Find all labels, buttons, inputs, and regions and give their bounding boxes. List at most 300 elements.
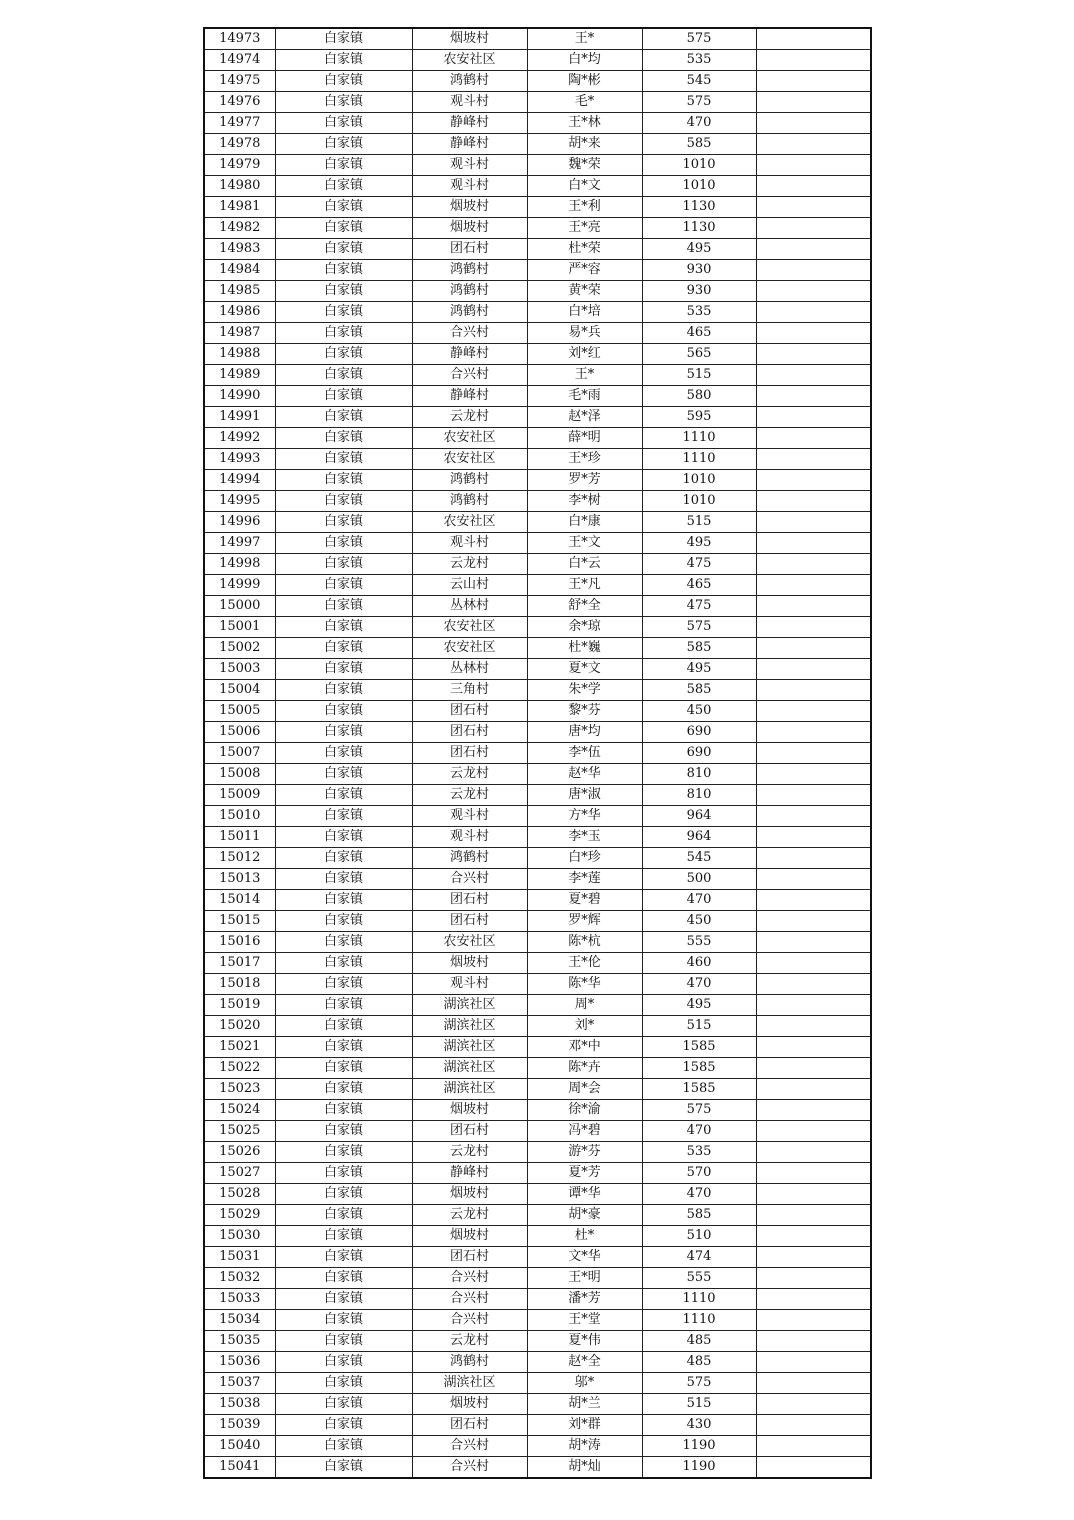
name-cell: 李*玉 [527, 827, 642, 848]
village-cell: 观斗村 [412, 974, 527, 995]
name-cell: 潘*芳 [527, 1289, 642, 1310]
village-cell: 静峰村 [412, 386, 527, 407]
village-cell: 静峰村 [412, 1163, 527, 1184]
serial-number-cell: 15036 [204, 1352, 275, 1373]
table-row [204, 575, 871, 596]
name-cell: 谭*华 [527, 1184, 642, 1205]
name-cell: 李*伍 [527, 743, 642, 764]
amount-cell: 575 [642, 92, 756, 113]
note-cell [756, 995, 871, 1016]
serial-number-cell: 14995 [204, 491, 275, 512]
table-row [204, 1247, 871, 1268]
note-cell [756, 470, 871, 491]
village-cell: 湖滨社区 [412, 1037, 527, 1058]
village-cell: 丛林村 [412, 659, 527, 680]
village-cell: 团石村 [412, 722, 527, 743]
table-row [204, 785, 871, 806]
serial-number-cell: 15012 [204, 848, 275, 869]
amount-cell: 475 [642, 596, 756, 617]
amount-cell: 1190 [642, 1436, 756, 1457]
serial-number-cell: 15023 [204, 1079, 275, 1100]
town-cell: 白家镇 [275, 1016, 412, 1037]
serial-number-cell: 14991 [204, 407, 275, 428]
amount-cell: 810 [642, 785, 756, 806]
note-cell [756, 239, 871, 260]
note-cell [756, 1079, 871, 1100]
name-cell: 王* [527, 28, 642, 50]
name-cell: 朱*学 [527, 680, 642, 701]
town-cell: 白家镇 [275, 302, 412, 323]
note-cell [756, 575, 871, 596]
amount-cell: 595 [642, 407, 756, 428]
town-cell: 白家镇 [275, 1436, 412, 1457]
serial-number-cell: 15002 [204, 638, 275, 659]
village-cell: 鸿鹤村 [412, 281, 527, 302]
table-row [204, 638, 871, 659]
amount-cell: 585 [642, 1205, 756, 1226]
name-cell: 王* [527, 365, 642, 386]
village-cell: 合兴村 [412, 869, 527, 890]
name-cell: 胡*兰 [527, 1394, 642, 1415]
table-row [204, 470, 871, 491]
town-cell: 白家镇 [275, 197, 412, 218]
serial-number-cell: 15029 [204, 1205, 275, 1226]
amount-cell: 450 [642, 911, 756, 932]
town-cell: 白家镇 [275, 974, 412, 995]
table-row [204, 848, 871, 869]
town-cell: 白家镇 [275, 365, 412, 386]
note-cell [756, 785, 871, 806]
amount-cell: 515 [642, 512, 756, 533]
serial-number-cell: 14989 [204, 365, 275, 386]
town-cell: 白家镇 [275, 239, 412, 260]
amount-cell: 555 [642, 932, 756, 953]
town-cell: 白家镇 [275, 386, 412, 407]
amount-cell: 485 [642, 1331, 756, 1352]
note-cell [756, 638, 871, 659]
name-cell: 王*堂 [527, 1310, 642, 1331]
table-row [204, 344, 871, 365]
name-cell: 白*珍 [527, 848, 642, 869]
name-cell: 白*培 [527, 302, 642, 323]
amount-cell: 470 [642, 1184, 756, 1205]
town-cell: 白家镇 [275, 218, 412, 239]
amount-cell: 1110 [642, 1289, 756, 1310]
serial-number-cell: 15007 [204, 743, 275, 764]
amount-cell: 1130 [642, 197, 756, 218]
town-cell: 白家镇 [275, 1415, 412, 1436]
village-cell: 丛林村 [412, 596, 527, 617]
serial-number-cell: 14999 [204, 575, 275, 596]
note-cell [756, 1373, 871, 1394]
note-cell [756, 28, 871, 50]
note-cell [756, 218, 871, 239]
town-cell: 白家镇 [275, 281, 412, 302]
name-cell: 杜*巍 [527, 638, 642, 659]
table-row [204, 890, 871, 911]
town-cell: 白家镇 [275, 260, 412, 281]
amount-cell: 475 [642, 554, 756, 575]
amount-cell: 585 [642, 680, 756, 701]
village-cell: 团石村 [412, 239, 527, 260]
village-cell: 合兴村 [412, 365, 527, 386]
serial-number-cell: 15022 [204, 1058, 275, 1079]
serial-number-cell: 15026 [204, 1142, 275, 1163]
name-cell: 王*利 [527, 197, 642, 218]
name-cell: 赵*全 [527, 1352, 642, 1373]
village-cell: 观斗村 [412, 92, 527, 113]
table-row [204, 722, 871, 743]
serial-number-cell: 14994 [204, 470, 275, 491]
town-cell: 白家镇 [275, 1247, 412, 1268]
table-row [204, 1289, 871, 1310]
village-cell: 农安社区 [412, 428, 527, 449]
table-row [204, 260, 871, 281]
village-cell: 合兴村 [412, 1268, 527, 1289]
table-row [204, 554, 871, 575]
table-row [204, 1058, 871, 1079]
serial-number-cell: 15013 [204, 869, 275, 890]
town-cell: 白家镇 [275, 722, 412, 743]
note-cell [756, 911, 871, 932]
village-cell: 鸿鹤村 [412, 470, 527, 491]
name-cell: 白*文 [527, 176, 642, 197]
note-cell [756, 176, 871, 197]
village-cell: 团石村 [412, 743, 527, 764]
village-cell: 云山村 [412, 575, 527, 596]
name-cell: 夏*碧 [527, 890, 642, 911]
serial-number-cell: 14974 [204, 50, 275, 71]
village-cell: 农安社区 [412, 638, 527, 659]
village-cell: 云龙村 [412, 1331, 527, 1352]
serial-number-cell: 15004 [204, 680, 275, 701]
town-cell: 白家镇 [275, 911, 412, 932]
name-cell: 严*容 [527, 260, 642, 281]
name-cell: 刘* [527, 1016, 642, 1037]
amount-cell: 930 [642, 281, 756, 302]
note-cell [756, 491, 871, 512]
town-cell: 白家镇 [275, 428, 412, 449]
amount-cell: 485 [642, 1352, 756, 1373]
amount-cell: 535 [642, 1142, 756, 1163]
note-cell [756, 365, 871, 386]
amount-cell: 575 [642, 1373, 756, 1394]
note-cell [756, 1289, 871, 1310]
village-cell: 团石村 [412, 911, 527, 932]
town-cell: 白家镇 [275, 1373, 412, 1394]
serial-number-cell: 14979 [204, 155, 275, 176]
note-cell [756, 848, 871, 869]
table-row [204, 28, 871, 50]
serial-number-cell: 14992 [204, 428, 275, 449]
table-row [204, 1037, 871, 1058]
amount-cell: 810 [642, 764, 756, 785]
name-cell: 陈*杭 [527, 932, 642, 953]
town-cell: 白家镇 [275, 1310, 412, 1331]
serial-number-cell: 15016 [204, 932, 275, 953]
name-cell: 黄*荣 [527, 281, 642, 302]
note-cell [756, 323, 871, 344]
note-cell [756, 764, 871, 785]
table-row [204, 512, 871, 533]
town-cell: 白家镇 [275, 764, 412, 785]
serial-number-cell: 15000 [204, 596, 275, 617]
town-cell: 白家镇 [275, 1394, 412, 1415]
table-row [204, 1079, 871, 1100]
table-row [204, 1373, 871, 1394]
serial-number-cell: 15009 [204, 785, 275, 806]
note-cell [756, 1310, 871, 1331]
amount-cell: 1190 [642, 1457, 756, 1479]
name-cell: 游*芬 [527, 1142, 642, 1163]
town-cell: 白家镇 [275, 155, 412, 176]
table-row [204, 1016, 871, 1037]
name-cell: 王*亮 [527, 218, 642, 239]
table-row [204, 1352, 871, 1373]
village-cell: 团石村 [412, 890, 527, 911]
town-cell: 白家镇 [275, 512, 412, 533]
amount-cell: 585 [642, 638, 756, 659]
town-cell: 白家镇 [275, 617, 412, 638]
village-cell: 鸿鹤村 [412, 302, 527, 323]
table-row [204, 491, 871, 512]
serial-number-cell: 14988 [204, 344, 275, 365]
note-cell [756, 533, 871, 554]
note-cell [756, 659, 871, 680]
serial-number-cell: 15034 [204, 1310, 275, 1331]
amount-cell: 575 [642, 617, 756, 638]
village-cell: 云龙村 [412, 785, 527, 806]
note-cell [756, 869, 871, 890]
village-cell: 团石村 [412, 1121, 527, 1142]
table-body [204, 28, 871, 1478]
village-cell: 湖滨社区 [412, 1079, 527, 1100]
note-cell [756, 617, 871, 638]
table-row [204, 92, 871, 113]
name-cell: 唐*淑 [527, 785, 642, 806]
village-cell: 观斗村 [412, 806, 527, 827]
village-cell: 观斗村 [412, 827, 527, 848]
name-cell: 王*林 [527, 113, 642, 134]
serial-number-cell: 14998 [204, 554, 275, 575]
serial-number-cell: 15031 [204, 1247, 275, 1268]
serial-number-cell: 15011 [204, 827, 275, 848]
serial-number-cell: 14980 [204, 176, 275, 197]
table-row [204, 659, 871, 680]
amount-cell: 1110 [642, 1310, 756, 1331]
name-cell: 胡*灿 [527, 1457, 642, 1479]
note-cell [756, 50, 871, 71]
note-cell [756, 554, 871, 575]
village-cell: 鸿鹤村 [412, 260, 527, 281]
table-row [204, 827, 871, 848]
data-table [203, 27, 872, 1479]
table-row [204, 1226, 871, 1247]
town-cell: 白家镇 [275, 1121, 412, 1142]
town-cell: 白家镇 [275, 113, 412, 134]
table-row [204, 533, 871, 554]
town-cell: 白家镇 [275, 28, 412, 50]
note-cell [756, 974, 871, 995]
town-cell: 白家镇 [275, 827, 412, 848]
serial-number-cell: 14973 [204, 28, 275, 50]
note-cell [756, 806, 871, 827]
table-row [204, 1163, 871, 1184]
name-cell: 毛* [527, 92, 642, 113]
village-cell: 烟坡村 [412, 1184, 527, 1205]
village-cell: 鸿鹤村 [412, 1352, 527, 1373]
amount-cell: 495 [642, 995, 756, 1016]
note-cell [756, 512, 871, 533]
name-cell: 周* [527, 995, 642, 1016]
name-cell: 邓*中 [527, 1037, 642, 1058]
table-row [204, 218, 871, 239]
note-cell [756, 1142, 871, 1163]
table-row [204, 1415, 871, 1436]
serial-number-cell: 14984 [204, 260, 275, 281]
table-row [204, 911, 871, 932]
town-cell: 白家镇 [275, 449, 412, 470]
town-cell: 白家镇 [275, 1142, 412, 1163]
note-cell [756, 1394, 871, 1415]
table-row [204, 323, 871, 344]
note-cell [756, 1331, 871, 1352]
amount-cell: 690 [642, 743, 756, 764]
name-cell: 余*琼 [527, 617, 642, 638]
village-cell: 湖滨社区 [412, 1373, 527, 1394]
village-cell: 鸿鹤村 [412, 71, 527, 92]
town-cell: 白家镇 [275, 932, 412, 953]
amount-cell: 515 [642, 1016, 756, 1037]
amount-cell: 470 [642, 974, 756, 995]
village-cell: 农安社区 [412, 617, 527, 638]
serial-number-cell: 14978 [204, 134, 275, 155]
note-cell [756, 1268, 871, 1289]
town-cell: 白家镇 [275, 470, 412, 491]
village-cell: 烟坡村 [412, 28, 527, 50]
serial-number-cell: 14977 [204, 113, 275, 134]
table-row [204, 386, 871, 407]
town-cell: 白家镇 [275, 50, 412, 71]
town-cell: 白家镇 [275, 1037, 412, 1058]
note-cell [756, 92, 871, 113]
note-cell [756, 827, 871, 848]
town-cell: 白家镇 [275, 323, 412, 344]
serial-number-cell: 15020 [204, 1016, 275, 1037]
table-row [204, 1268, 871, 1289]
town-cell: 白家镇 [275, 680, 412, 701]
name-cell: 毛*雨 [527, 386, 642, 407]
amount-cell: 690 [642, 722, 756, 743]
note-cell [756, 1100, 871, 1121]
town-cell: 白家镇 [275, 995, 412, 1016]
village-cell: 云龙村 [412, 407, 527, 428]
name-cell: 杜* [527, 1226, 642, 1247]
table-row [204, 995, 871, 1016]
town-cell: 白家镇 [275, 1289, 412, 1310]
note-cell [756, 113, 871, 134]
amount-cell: 1130 [642, 218, 756, 239]
town-cell: 白家镇 [275, 134, 412, 155]
town-cell: 白家镇 [275, 743, 412, 764]
amount-cell: 470 [642, 1121, 756, 1142]
amount-cell: 964 [642, 806, 756, 827]
serial-number-cell: 15024 [204, 1100, 275, 1121]
name-cell: 文*华 [527, 1247, 642, 1268]
serial-number-cell: 15039 [204, 1415, 275, 1436]
amount-cell: 545 [642, 71, 756, 92]
name-cell: 徐*渝 [527, 1100, 642, 1121]
note-cell [756, 1037, 871, 1058]
town-cell: 白家镇 [275, 806, 412, 827]
name-cell: 易*兵 [527, 323, 642, 344]
name-cell: 舒*全 [527, 596, 642, 617]
name-cell: 杜*荣 [527, 239, 642, 260]
town-cell: 白家镇 [275, 890, 412, 911]
table-row [204, 1331, 871, 1352]
note-cell [756, 197, 871, 218]
table-row [204, 743, 871, 764]
serial-number-cell: 15030 [204, 1226, 275, 1247]
amount-cell: 1110 [642, 428, 756, 449]
amount-cell: 430 [642, 1415, 756, 1436]
village-cell: 云龙村 [412, 764, 527, 785]
amount-cell: 495 [642, 239, 756, 260]
amount-cell: 1010 [642, 470, 756, 491]
amount-cell: 1110 [642, 449, 756, 470]
table-row [204, 1184, 871, 1205]
name-cell: 胡*涛 [527, 1436, 642, 1457]
table-row [204, 764, 871, 785]
table-row [204, 1394, 871, 1415]
town-cell: 白家镇 [275, 1100, 412, 1121]
name-cell: 冯*碧 [527, 1121, 642, 1142]
table-row [204, 974, 871, 995]
serial-number-cell: 15033 [204, 1289, 275, 1310]
amount-cell: 515 [642, 365, 756, 386]
name-cell: 夏*伟 [527, 1331, 642, 1352]
table-row [204, 596, 871, 617]
name-cell: 王*珍 [527, 449, 642, 470]
amount-cell: 460 [642, 953, 756, 974]
serial-number-cell: 15035 [204, 1331, 275, 1352]
village-cell: 合兴村 [412, 1457, 527, 1479]
amount-cell: 1010 [642, 176, 756, 197]
serial-number-cell: 15037 [204, 1373, 275, 1394]
amount-cell: 575 [642, 28, 756, 50]
serial-number-cell: 14985 [204, 281, 275, 302]
village-cell: 合兴村 [412, 1310, 527, 1331]
note-cell [756, 1226, 871, 1247]
note-cell [756, 1352, 871, 1373]
name-cell: 白*康 [527, 512, 642, 533]
amount-cell: 930 [642, 260, 756, 281]
serial-number-cell: 15021 [204, 1037, 275, 1058]
name-cell: 魏*荣 [527, 155, 642, 176]
table-row [204, 932, 871, 953]
note-cell [756, 71, 871, 92]
name-cell: 白*云 [527, 554, 642, 575]
town-cell: 白家镇 [275, 785, 412, 806]
name-cell: 罗*辉 [527, 911, 642, 932]
village-cell: 湖滨社区 [412, 1058, 527, 1079]
town-cell: 白家镇 [275, 596, 412, 617]
table-row [204, 617, 871, 638]
amount-cell: 500 [642, 869, 756, 890]
town-cell: 白家镇 [275, 575, 412, 596]
table-row [204, 302, 871, 323]
table-row [204, 281, 871, 302]
